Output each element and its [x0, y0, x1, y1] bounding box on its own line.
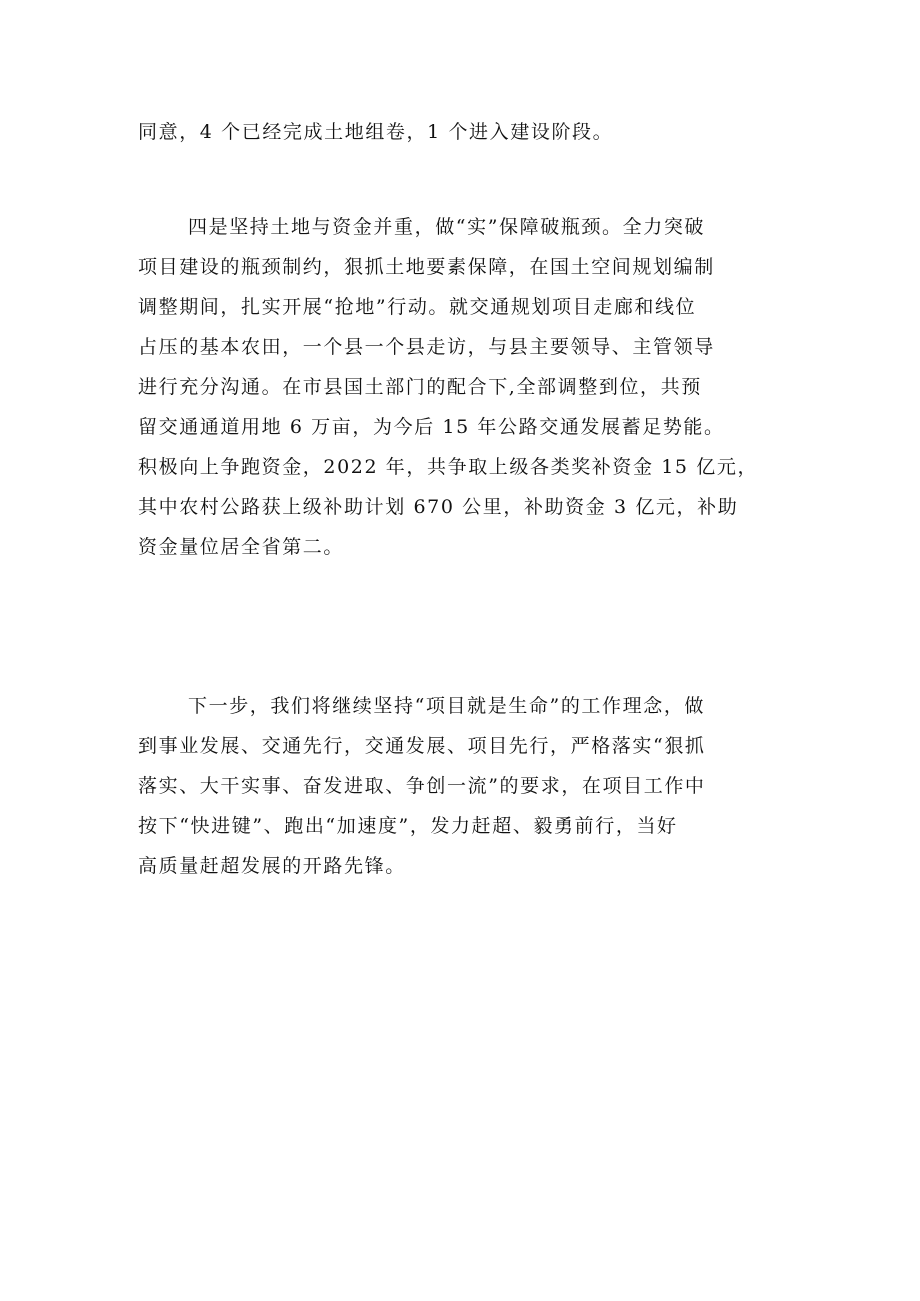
text-line: 调整期间，扎实开展“抢地”行动。就交通规划项目走廊和线位 — [138, 296, 697, 318]
text-line: 占压的基本农田，一个县一个县走访，与县主要领导、主管领导 — [138, 336, 715, 358]
text-line: 四是坚持土地与资金并重，做“实”保障破瓶颈。全力突破 — [188, 216, 706, 238]
text-line: 下一步，我们将继续坚持“项目就是生命”的工作理念，做 — [188, 695, 706, 717]
paragraph-land-and-funds — [138, 207, 798, 567]
text-line: 留交通通道用地 6 万亩，为今后 15 年公路交通发展蓄足势能。 — [138, 416, 725, 438]
text-line: 进行充分沟通。在市县国土部门的配合下,全部调整到位，共预 — [138, 376, 702, 398]
text-line: 项目建设的瓶颈制约，狠抓土地要素保障，在国土空间规划编制 — [138, 256, 715, 278]
paragraph-continuation — [138, 112, 798, 152]
text-line: 同意，4 个已经完成土地组卷，1 个进入建设阶段。 — [138, 121, 614, 143]
text-line: 高质量赶超发展的开路先锋。 — [138, 855, 406, 877]
text-line: 其中农村公路获上级补助计划 670 公里，补助资金 3 亿元，补助 — [138, 496, 739, 518]
text-line: 到事业发展、交通先行，交通发展、项目先行，严格落实“狠抓 — [138, 735, 706, 757]
paragraph-next-steps — [138, 686, 798, 886]
text-line: 资金量位居全省第二。 — [138, 536, 345, 558]
text-line: 按下“快进键”、跑出“加速度”，发力赶超、毅勇前行，当好 — [138, 815, 678, 837]
text-line: 积极向上争跑资金，2022 年，共争取上级各类奖补资金 15 亿元， — [138, 456, 759, 478]
text-line: 落实、大干实事、奋发进取、争创一流”的要求，在项目工作中 — [138, 775, 706, 797]
